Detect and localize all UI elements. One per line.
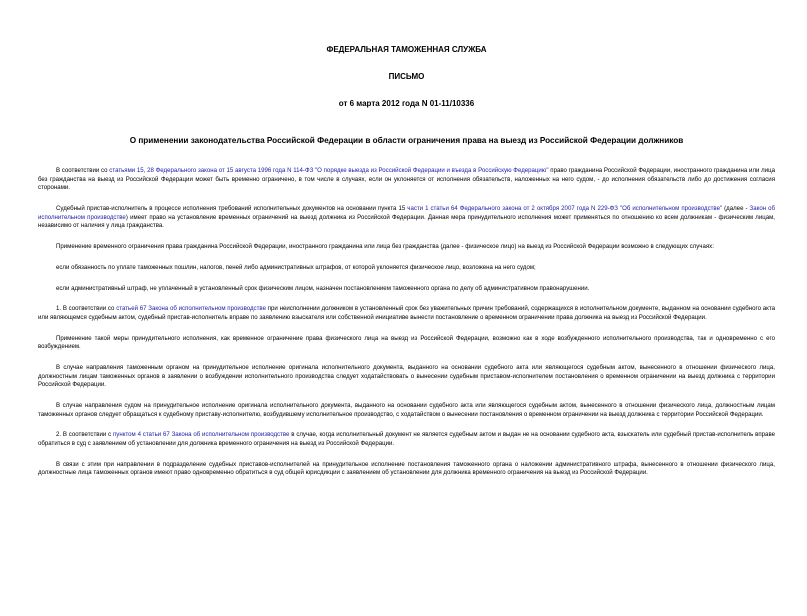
paragraph-text: 2. В соответствии с bbox=[56, 431, 113, 439]
paragraph bbox=[38, 402, 775, 419]
paragraph-text: если административный штраф, не уплаченный в установленный срок физическим лицом, назначен постановлением таможенного органа по делу об административном правонарушении. bbox=[56, 284, 590, 292]
paragraph-text: В соответствии со bbox=[56, 167, 110, 174]
paragraph bbox=[38, 167, 775, 193]
law-reference-link[interactable]: статьей 67 Закона об исполнительном производстве bbox=[116, 305, 266, 313]
paragraph-text: если обязанность по уплате таможенных пошлин, налогов, пеней либо административных штрафов, от которой уклоняется физическое лицо, возложена на него судом; bbox=[56, 263, 536, 271]
organization-name: ФЕДЕРАЛЬНАЯ ТАМОЖЕННАЯ СЛУЖБА bbox=[326, 45, 487, 54]
document-date-number: от 6 марта 2012 года N 01-11/10336 bbox=[338, 99, 475, 108]
paragraph-text: Судебный пристав-исполнитель в процессе исполнения требований исполнительных документов на основании пункта 15 bbox=[56, 204, 408, 212]
law-reference-link[interactable]: Закон об исполнительном производстве bbox=[38, 204, 775, 221]
paragraph bbox=[38, 335, 775, 352]
paragraph bbox=[38, 364, 775, 390]
paragraph-text: В случае направления судом на принудительное исполнение оригинала исполнительного документа, выданного на основании судебного акта или являющегося судебным актом, вынесенного в отношении физического лица, должностным лицам таможенных органов следует обращаться к судебному приставу-исполнителю, возбудившему исполнительное производство, с ходатайством о вынесении постановления о временном ограничении на выезд должника с территории Российской Федерации. bbox=[38, 402, 775, 418]
paragraph-text: Применение временного ограничения права гражданина Российской Федерации, иностранного гражданина или лица без гражданства (далее - физическое лицо) на выезд из Российской Федерации возможно в следующих случаях: bbox=[56, 242, 714, 250]
paragraph-text: В случае направления таможенным органом на принудительное исполнение оригинала исполнительного документа, выданного на основании судебного акта или являющегося судебным актом, вынесенного в отношении физического лица, должностным лицам таможенных органов в заявлении о возбуждении исполнительного производства следует ходатайствовать о вынесении судебным приставом-исполнителем постановления о временном ограничении на выезд должника с территории Российской Федерации. bbox=[38, 364, 775, 389]
paragraph bbox=[38, 461, 775, 478]
document-body bbox=[38, 167, 775, 478]
law-reference-link[interactable]: статьями 15, 28 Федерального закона от 15 августа 1996 года N 114-ФЗ "О порядке выезда из Российской Федерации и въезда в Российскую Федерацию" bbox=[109, 167, 549, 174]
paragraph bbox=[38, 431, 775, 448]
paragraph-text: ) имеет право на установление временных ограничений на выезд должника из Российской Федерации. Данная мера принудительного исполнения может применяться по отношению ко всем должникам - физическим лицам, независимо от наличия у лица гражданства. bbox=[38, 213, 776, 230]
document-title: О применении законодательства Российской Федерации в области ограничения права на выезд из Российской Федерации должников bbox=[129, 136, 684, 145]
paragraph-text: В связи с этим при направлении в подразделение судебных приставов-исполнителей на принудительное исполнение постановления таможенного органа о наложении административного штрафа, вынесенного в отношении физического лица, должностные лица таможенных органов имеют право одновременно обратиться в суд общей юрисдикции с заявлением об установлении для должника временного ограничения на выезд из Российской Федерации. bbox=[38, 460, 775, 477]
paragraph-text: Применение такой меры принудительного исполнения, как временное ограничение права физического лица на выезд из Российской Федерации, возможно как в ходе возбужденного исполнительного производства, так и одновременно с его возбуждением. bbox=[38, 334, 775, 351]
paragraph bbox=[38, 243, 775, 252]
paragraph-text: в случае, когда исполнительный документ не является судебным актом и выдан не на основании судебного акта, взыскатель или судебный пристав-исполнитель вправе обратиться в суд с заявлением об установлении для должника временного ограничения на выезд из Российской Федерации. bbox=[38, 431, 776, 447]
paragraph bbox=[38, 205, 775, 231]
paragraph-text: 1. В соответствии со bbox=[56, 305, 117, 313]
paragraph bbox=[38, 264, 775, 273]
paragraph-text: (далее - bbox=[722, 204, 750, 212]
paragraph-text: право гражданина Российской Федерации, иностранного гражданина или лица без гражданства на выезд из Российской Федерации может быть временно ограничено, в том числе в случаях, если он уклоняется от исполнения обязательств, наложенных на него судом, - до исполнения обязательств либо до достижения согласия сторонами. bbox=[38, 167, 775, 192]
paragraph-text: при неисполнении должником в установленный срок без уважительных причин требований, содержащихся в исполнительном документе, выданном на основании судебного акта или являющемся судебным актом, судебный пристав-исполнитель вправе по заявлению взыскателя или собственной инициативе вынести постановление о временном ограничении права должника на выезд из Российской Федерации. bbox=[38, 305, 776, 321]
paragraph bbox=[38, 285, 775, 294]
document-page bbox=[0, 45, 807, 616]
document-type: ПИСЬМО bbox=[388, 72, 425, 81]
law-reference-link[interactable]: пунктом 4 статьи 67 Закона об исполнительном производстве bbox=[113, 431, 290, 439]
law-reference-link[interactable]: части 1 статьи 64 Федерального закона от 2 октября 2007 года N 229-ФЗ "Об исполнительном производстве" bbox=[407, 204, 723, 212]
paragraph bbox=[38, 305, 775, 322]
